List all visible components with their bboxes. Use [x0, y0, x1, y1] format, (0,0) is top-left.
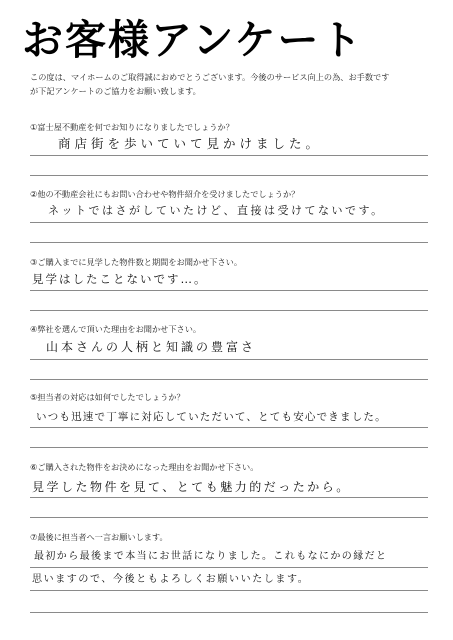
question-label: ④弊社を選んで頂いた理由をお聞かせ下さい。 — [30, 324, 202, 334]
answer-line — [30, 517, 428, 518]
handwritten-answer: 思いますので、今後ともよろしくお願いいたします。 — [32, 574, 310, 585]
question-label: ②他の不動産会社にもお問い合わせや物件紹介を受けましたでしょうか？ — [30, 189, 300, 199]
handwritten-answer: いつも迅速で丁寧に対応していただいて、とても安心できました。 — [36, 411, 387, 423]
answer-line — [30, 155, 428, 156]
answer-line — [30, 359, 428, 360]
answer-line — [30, 497, 428, 498]
answer-line — [30, 290, 428, 291]
intro-line: この度は、マイホームのご取得誠におめでとうございます。今後のサービス向上の為、お手数です — [30, 72, 390, 82]
answer-line — [30, 612, 428, 613]
handwritten-answer: 山本さんの人柄と知識の豊富さ — [46, 340, 257, 354]
question-label: ⑦最後に担当者へ一言お願いします。 — [30, 532, 168, 542]
question-5 — [30, 392, 430, 472]
question-6 — [30, 462, 430, 542]
page-title: お客様アンケート — [22, 16, 364, 64]
intro-line: が下記アンケートのご協力をお願い致します。 — [30, 85, 201, 96]
answer-line — [30, 379, 428, 380]
handwritten-answer: ネットではさがしていたけど、直接は受けてないです。 — [48, 204, 385, 217]
answer-line — [30, 242, 428, 243]
handwritten-answer: 最初から最後まで本当にお世話になりました。これもなにかの縁だと — [34, 551, 388, 562]
question-7 — [30, 532, 430, 612]
handwritten-answer: 商店街を歩いていて見かけました。 — [58, 136, 323, 151]
question-label: ③ご購入までに見学した物件数と期間をお聞かせ下さい。 — [30, 257, 243, 267]
intro-text — [30, 71, 430, 98]
answer-line — [30, 447, 428, 448]
answer-line — [30, 567, 428, 568]
answer-line — [30, 590, 428, 591]
question-label: ⑥ご購入された物件をお決めになった理由をお聞かせ下さい。 — [30, 462, 259, 472]
handwritten-answer: 見学した物件を見て、とても魅力的だったから。 — [32, 480, 351, 494]
answer-line — [30, 175, 428, 176]
answer-line — [30, 310, 428, 311]
handwritten-answer: 見学はしたことないです…。 — [32, 272, 208, 286]
answer-line — [30, 427, 428, 428]
answer-line — [30, 222, 428, 223]
question-label: ⑤担当者の対応は如何でしたでしょうか？ — [30, 392, 185, 402]
question-label: ①富士屋不動産を何でお知りになりましたでしょうか？ — [30, 122, 234, 132]
